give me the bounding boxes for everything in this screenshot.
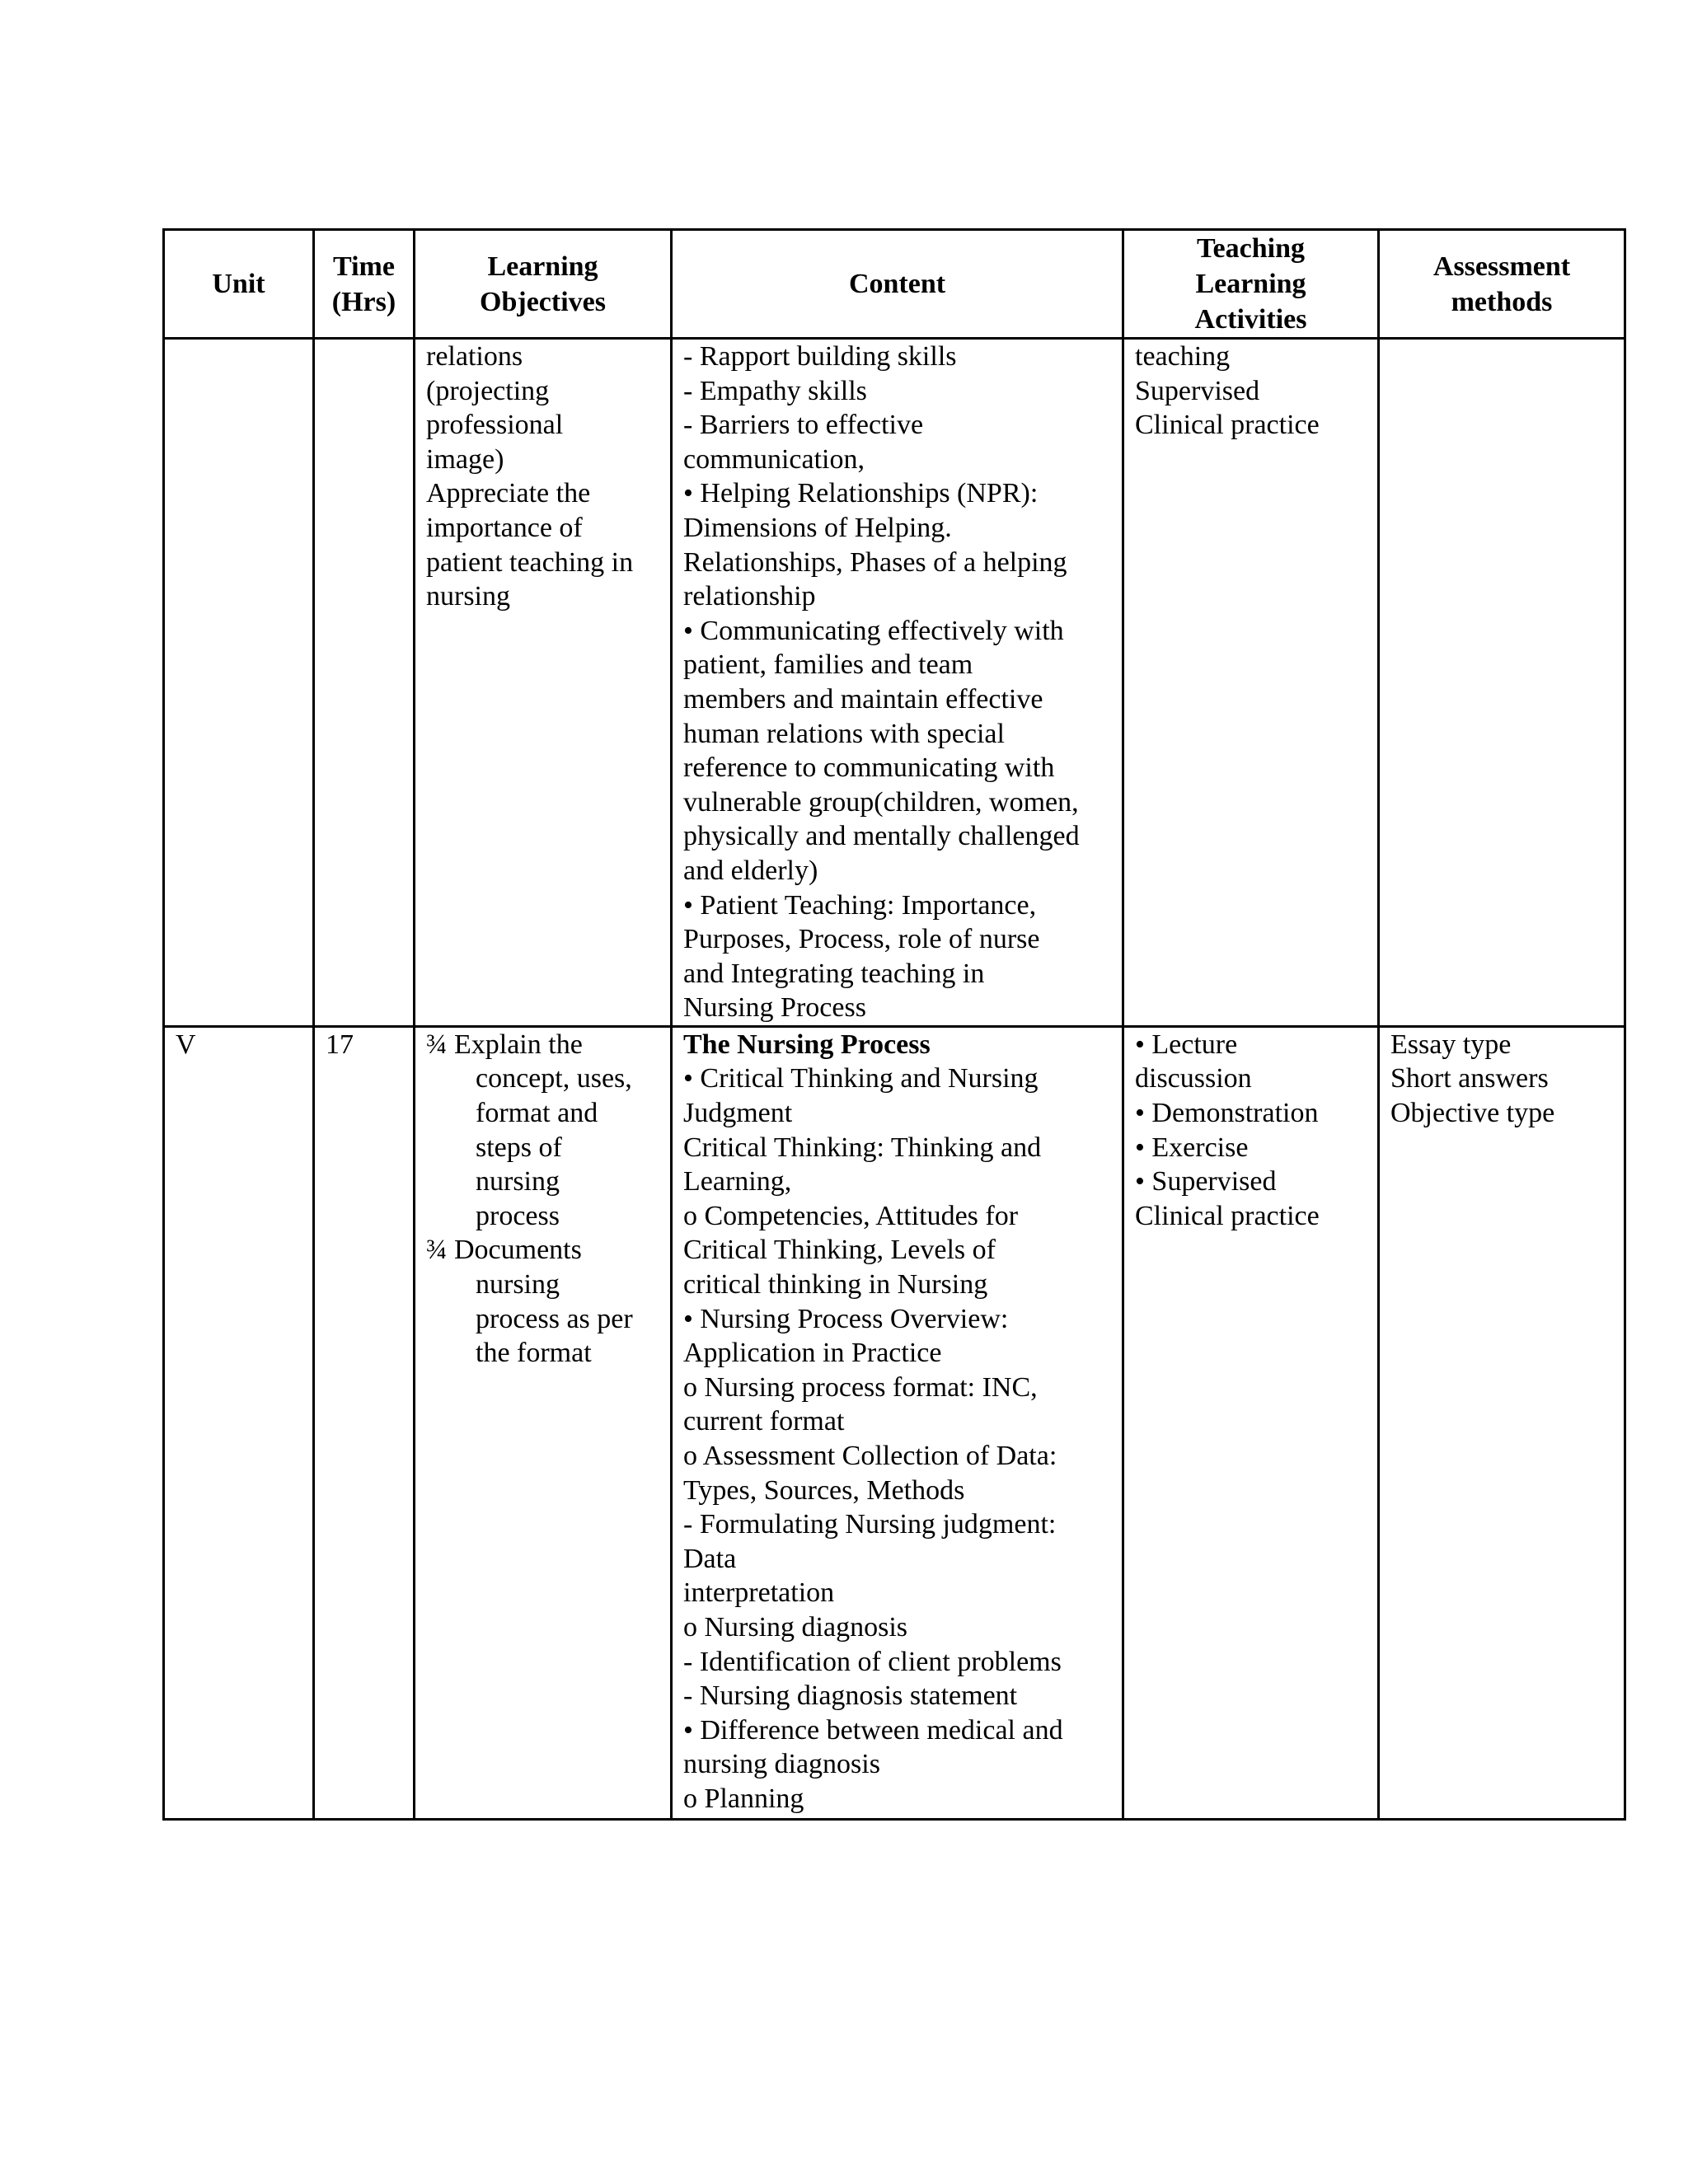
activity-line: Clinical practice bbox=[1135, 410, 1320, 441]
content-line: interpretation bbox=[683, 1577, 835, 1609]
activity-line: Clinical practice bbox=[1135, 1200, 1320, 1231]
activity-line: discussion bbox=[1135, 1063, 1252, 1094]
header-content: Content bbox=[672, 230, 1123, 339]
activity-line: • Lecture bbox=[1135, 1029, 1238, 1060]
content-line: nursing diagnosis bbox=[683, 1749, 880, 1780]
cell-activities bbox=[1123, 1026, 1379, 1819]
activity-line: • Supervised bbox=[1135, 1166, 1277, 1197]
assessment-line: Essay type bbox=[1390, 1029, 1512, 1060]
objective-line: relations bbox=[426, 341, 523, 372]
header-time: Time (Hrs) bbox=[314, 230, 415, 339]
objective-line: professional bbox=[426, 410, 564, 441]
cell-time bbox=[314, 339, 415, 1027]
objective-line: process bbox=[476, 1200, 560, 1231]
objective-line: image) bbox=[426, 443, 504, 475]
content-line: o Nursing diagnosis bbox=[683, 1611, 907, 1643]
content-line: Types, Sources, Methods bbox=[683, 1474, 965, 1506]
cell-content bbox=[672, 1026, 1123, 1819]
curriculum-table bbox=[162, 228, 1626, 1821]
cell-content bbox=[672, 339, 1123, 1027]
activity-line: Supervised bbox=[1135, 375, 1260, 406]
cell-objectives bbox=[415, 339, 672, 1027]
cell-assessment bbox=[1379, 339, 1625, 1027]
content-line: vulnerable group(children, women, bbox=[683, 786, 1079, 818]
objective-line: ¾ Explain the bbox=[426, 1029, 583, 1060]
content-line: - Rapport building skills bbox=[683, 341, 957, 372]
content-line: • Nursing Process Overview: bbox=[683, 1303, 1009, 1334]
cell-unit: V bbox=[164, 1026, 314, 1819]
cell-assessment bbox=[1379, 1026, 1625, 1819]
content-line: and Integrating teaching in bbox=[683, 958, 985, 989]
content-line: physically and mentally challenged bbox=[683, 821, 1080, 852]
content-line: - Formulating Nursing judgment: bbox=[683, 1509, 1057, 1540]
content-line: communication, bbox=[683, 443, 865, 475]
content-line: and elderly) bbox=[683, 855, 818, 886]
content-line: human relations with special bbox=[683, 718, 1005, 749]
assessment-line: Short answers bbox=[1390, 1063, 1549, 1094]
objective-line: (projecting bbox=[426, 375, 550, 406]
content-line: • Communicating effectively with bbox=[683, 615, 1064, 646]
header-assessment-methods: Assessment methods bbox=[1379, 230, 1625, 339]
cell-objectives bbox=[415, 1026, 672, 1819]
content-line: • Difference between medical and bbox=[683, 1714, 1063, 1746]
header-teaching-learning-activities: Teaching Learning Activities bbox=[1123, 230, 1379, 339]
header-row bbox=[164, 230, 1625, 339]
header-unit: Unit bbox=[164, 230, 314, 339]
content-line: Relationships, Phases of a helping bbox=[683, 546, 1067, 578]
content-line: members and maintain effective bbox=[683, 683, 1043, 715]
assessment-line: Objective type bbox=[1390, 1098, 1555, 1129]
cell-activities bbox=[1123, 339, 1379, 1027]
content-line: o Nursing process format: INC, bbox=[683, 1371, 1038, 1403]
content-line: - Barriers to effective bbox=[683, 410, 924, 441]
objective-line: ¾ Documents bbox=[426, 1235, 582, 1266]
objective-line: nursing bbox=[476, 1166, 560, 1197]
content-line: • Critical Thinking and Nursing bbox=[683, 1063, 1039, 1094]
content-line: - Nursing diagnosis statement bbox=[683, 1680, 1018, 1712]
activity-line: • Exercise bbox=[1135, 1132, 1249, 1163]
content-line: Dimensions of Helping. bbox=[683, 512, 952, 543]
objective-line: importance of bbox=[426, 512, 583, 543]
content-line: • Helping Relationships (NPR): bbox=[683, 478, 1039, 509]
table-row bbox=[164, 339, 1625, 1027]
content-line: Judgment bbox=[683, 1098, 793, 1129]
content-line: - Identification of client problems bbox=[683, 1646, 1062, 1677]
header-learning-objectives: Learning Objectives bbox=[415, 230, 672, 339]
content-line: Learning, bbox=[683, 1166, 792, 1197]
objective-line: nursing bbox=[476, 1269, 560, 1301]
content-line: Purposes, Process, role of nurse bbox=[683, 924, 1040, 955]
content-line: critical thinking in Nursing bbox=[683, 1269, 988, 1301]
content-line: - Empathy skills bbox=[683, 375, 867, 406]
content-line: • Patient Teaching: Importance, bbox=[683, 889, 1037, 921]
content-line: current format bbox=[683, 1406, 845, 1437]
content-heading: The Nursing Process bbox=[683, 1029, 931, 1060]
content-line: reference to communicating with bbox=[683, 752, 1055, 784]
table-row bbox=[164, 1026, 1625, 1819]
activity-line: • Demonstration bbox=[1135, 1098, 1319, 1129]
content-line: patient, families and team bbox=[683, 649, 973, 681]
objective-line: patient teaching in bbox=[426, 546, 634, 578]
objective-line: process as per bbox=[476, 1303, 633, 1334]
objective-line: format and bbox=[476, 1098, 598, 1129]
activity-line: teaching bbox=[1135, 341, 1231, 372]
objective-line: Appreciate the bbox=[426, 478, 591, 509]
objective-line: nursing bbox=[426, 581, 510, 612]
content-line: relationship bbox=[683, 581, 816, 612]
content-line: o Planning bbox=[683, 1783, 804, 1814]
content-line: Data bbox=[683, 1543, 737, 1574]
content-line: Application in Practice bbox=[683, 1338, 942, 1369]
content-line: Critical Thinking, Levels of bbox=[683, 1235, 996, 1266]
content-line: Nursing Process bbox=[683, 992, 866, 1024]
content-line: Critical Thinking: Thinking and bbox=[683, 1132, 1042, 1163]
cell-time: 17 bbox=[314, 1026, 415, 1819]
objective-line: the format bbox=[476, 1338, 592, 1369]
content-line: o Assessment Collection of Data: bbox=[683, 1441, 1057, 1471]
objective-line: concept, uses, bbox=[476, 1063, 632, 1094]
cell-unit bbox=[164, 339, 314, 1027]
objective-line: steps of bbox=[476, 1132, 562, 1163]
content-line: o Competencies, Attitudes for bbox=[683, 1200, 1019, 1231]
